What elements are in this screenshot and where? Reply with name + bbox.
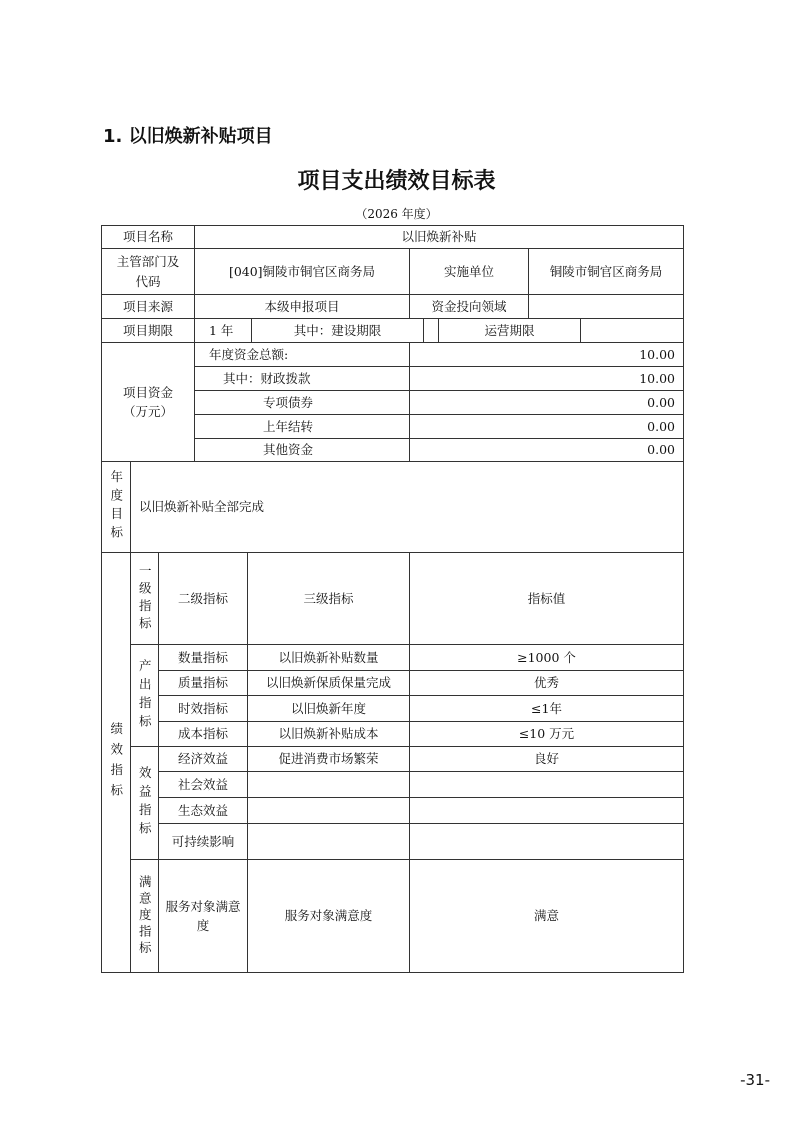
- funds-label: 项目资金（万元）: [101, 342, 195, 462]
- source-label: 项目来源: [101, 294, 195, 319]
- satisfaction-level2: 服务对象满意度: [158, 859, 248, 973]
- output-level3-quality: 以旧焕新保质保量完成: [247, 670, 410, 696]
- investment-field-value: [528, 294, 684, 319]
- funds-total-label: 年度资金总额:: [194, 342, 410, 367]
- output-value-timeliness: ≤1年: [409, 695, 684, 722]
- benefit-value-sustainable: [409, 823, 684, 860]
- project-name-value: 以旧焕新补贴: [194, 225, 684, 249]
- operation-period-value: [580, 318, 684, 343]
- implementing-unit-value: 铜陵市铜官区商务局: [528, 248, 684, 295]
- output-level2-timeliness: 时效指标: [158, 695, 248, 722]
- annual-goal-value: 以旧焕新补贴全部完成: [130, 461, 684, 553]
- benefit-level2-social: 社会效益: [158, 771, 248, 798]
- output-value-quality: 优秀: [409, 670, 684, 696]
- benefit-level3-sustainable: [247, 823, 410, 860]
- satisfaction-indicator-label: 满意度指标: [130, 859, 159, 973]
- period-value: 1 年: [194, 318, 252, 343]
- implementing-unit-label: 实施单位: [409, 248, 529, 295]
- satisfaction-level3: 服务对象满意度: [247, 859, 410, 973]
- source-value: 本级申报项目: [194, 294, 410, 319]
- header-level1: 一级指标: [130, 552, 159, 645]
- benefit-value-economic: 良好: [409, 746, 684, 772]
- investment-field-label: 资金投向领域: [409, 294, 529, 319]
- funds-special-bond-value: 0.00: [409, 390, 684, 415]
- funds-carryover-value: 0.00: [409, 414, 684, 439]
- annual-goal-label: 年度目标: [101, 461, 131, 553]
- period-label: 项目期限: [101, 318, 195, 343]
- output-level2-quantity: 数量指标: [158, 644, 248, 671]
- output-level3-timeliness: 以旧焕新年度: [247, 695, 410, 722]
- funds-fiscal-label: 其中：财政拨款: [194, 366, 410, 391]
- construction-period-value: [423, 318, 439, 343]
- operation-period-label: 运营期限: [438, 318, 581, 343]
- page-number: -31-: [740, 1071, 770, 1089]
- performance-label: 绩效指标: [101, 552, 131, 973]
- output-level3-quantity: 以旧焕新补贴数量: [247, 644, 410, 671]
- doc-year: （2026 年度）: [355, 207, 438, 221]
- output-value-quantity: ≥1000 个: [409, 644, 684, 671]
- benefit-indicator-label: 效益指标: [130, 746, 159, 860]
- construction-period-label: 其中：建设期限: [251, 318, 424, 343]
- benefit-level2-economic: 经济效益: [158, 746, 248, 772]
- output-level2-quality: 质量指标: [158, 670, 248, 696]
- header-level3: 三级指标: [247, 552, 410, 645]
- benefit-value-ecological: [409, 797, 684, 824]
- department-value: [040]铜陵市铜官区商务局: [194, 248, 410, 295]
- output-value-cost: ≤10 万元: [409, 721, 684, 747]
- benefit-level2-ecological: 生态效益: [158, 797, 248, 824]
- header-level2: 二级指标: [158, 552, 248, 645]
- funds-other-label: 其他资金: [194, 438, 410, 462]
- funds-special-bond-label: 专项债券: [194, 390, 410, 415]
- benefit-level2-sustainable: 可持续影响: [158, 823, 248, 860]
- benefit-level3-ecological: [247, 797, 410, 824]
- header-value: 指标值: [409, 552, 684, 645]
- funds-other-value: 0.00: [409, 438, 684, 462]
- benefit-value-social: [409, 771, 684, 798]
- funds-fiscal-value: 10.00: [409, 366, 684, 391]
- project-name-label: 项目名称: [101, 225, 195, 249]
- doc-title: 项目支出绩效目标表: [297, 169, 496, 194]
- output-level2-cost: 成本指标: [158, 721, 248, 747]
- output-indicator-label: 产出指标: [130, 644, 159, 747]
- benefit-level3-economic: 促进消费市场繁荣: [247, 746, 410, 772]
- department-label: 主管部门及代码: [101, 248, 195, 295]
- funds-carryover-label: 上年结转: [194, 414, 410, 439]
- section-heading: 1. 以旧焕新补贴项目: [103, 126, 273, 147]
- funds-total-value: 10.00: [409, 342, 684, 367]
- satisfaction-value: 满意: [409, 859, 684, 973]
- output-level3-cost: 以旧焕新补贴成本: [247, 721, 410, 747]
- benefit-level3-social: [247, 771, 410, 798]
